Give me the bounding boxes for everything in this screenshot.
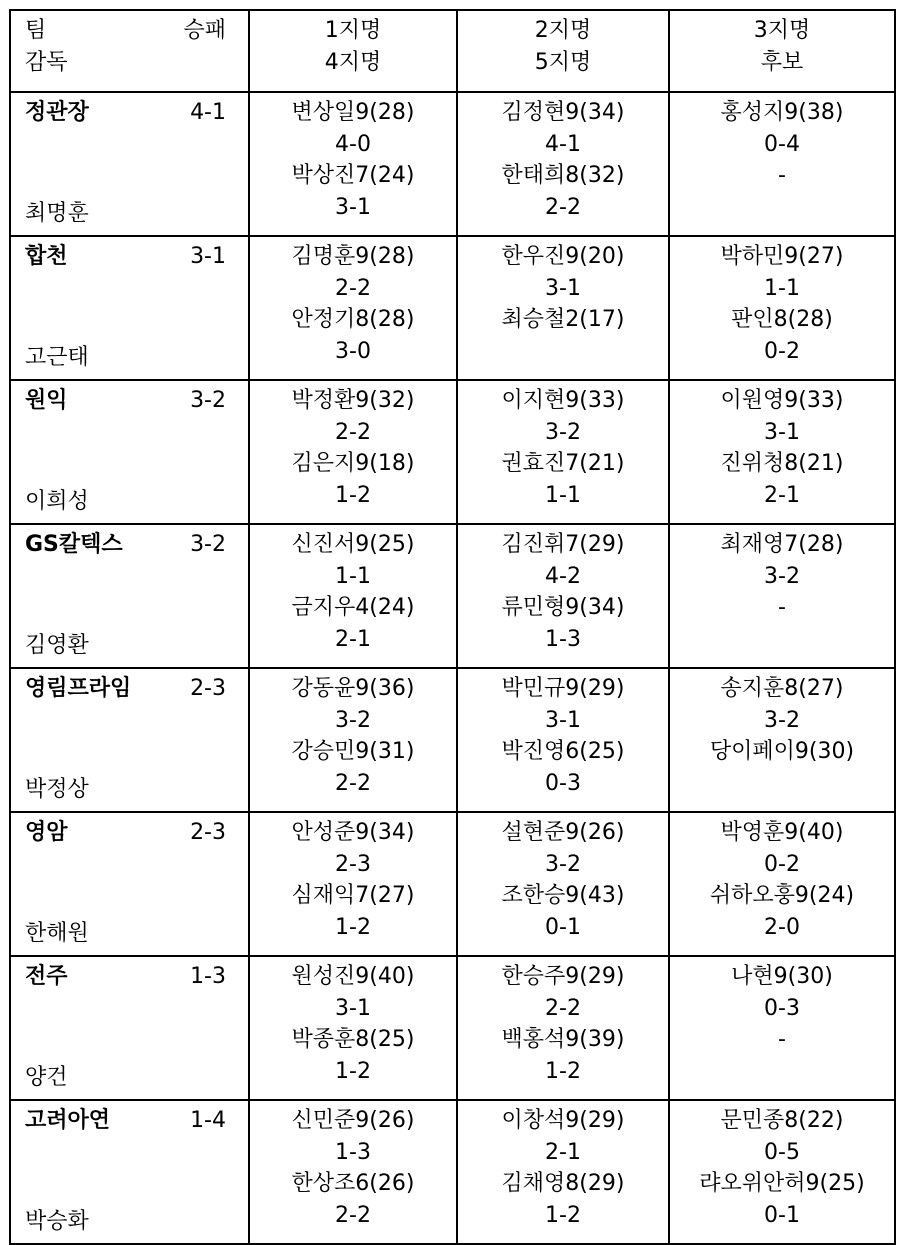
player-record: 2-1	[764, 482, 800, 508]
player-entry: 강승민9(31)	[291, 739, 415, 764]
player-entry: 백홍석9(39)	[501, 1027, 625, 1052]
player-record: 4-2	[545, 563, 581, 589]
player-entry: 박민규9(29)	[501, 676, 625, 701]
pick-cell-col3	[669, 236, 895, 380]
player-entry: 송지훈8(27)	[720, 676, 844, 701]
player-record: 2-1	[335, 626, 371, 652]
team-row	[10, 668, 895, 812]
player-record: 0-2	[764, 851, 800, 877]
pick-cell-col1	[249, 1100, 457, 1244]
player-record: 2-2	[545, 194, 581, 220]
player-entry: 신진서9(25)	[291, 532, 415, 557]
team-record: 3-2	[190, 388, 226, 413]
player-record: 3-1	[764, 419, 800, 445]
team-row	[10, 236, 895, 380]
player-record: 3-2	[764, 563, 800, 589]
team-name: 정관장	[25, 100, 89, 125]
draft-table	[9, 9, 896, 1245]
pick-cell-col3	[669, 92, 895, 236]
player-entry: 안성준9(34)	[291, 820, 415, 845]
pick-cell-col1	[249, 524, 457, 668]
pick-cell-col2	[457, 956, 669, 1100]
player-entry: 권효진7(21)	[501, 451, 625, 476]
player-entry: -	[778, 163, 786, 188]
player-entry: 박상진7(24)	[291, 163, 415, 188]
header-team-cell	[10, 10, 249, 92]
player-record	[458, 336, 668, 368]
player-record: 3-2	[545, 851, 581, 877]
player-record: 0-1	[545, 914, 581, 940]
player-entry: 신민준9(26)	[291, 1108, 415, 1133]
team-record: 3-1	[190, 244, 226, 269]
player-entry: 류민형9(34)	[501, 595, 625, 620]
player-entry: 원성진9(40)	[291, 964, 415, 989]
pick-cell-col3	[669, 524, 895, 668]
player-entry: 한상조6(26)	[291, 1171, 415, 1196]
player-record: 3-1	[545, 707, 581, 733]
manager-name: 고근태	[25, 344, 89, 370]
player-entry: 금지우4(24)	[291, 595, 415, 620]
player-entry: 김진휘7(29)	[501, 532, 625, 557]
player-record: 0-3	[545, 770, 581, 796]
player-record: 2-2	[335, 770, 371, 796]
player-record: 0-5	[764, 1139, 800, 1165]
pick-cell-col1	[249, 668, 457, 812]
player-record: 1-2	[545, 1202, 581, 1228]
header-col2: 2지명 5지명	[457, 10, 669, 92]
team-record: 1-4	[190, 1108, 226, 1133]
header-col3: 3지명 후보	[669, 10, 895, 92]
player-record: 2-2	[335, 1202, 371, 1228]
team-cell	[10, 812, 249, 956]
team-record: 2-3	[190, 820, 226, 845]
player-entry: 설현준9(26)	[501, 820, 625, 845]
pick-cell-col2	[457, 380, 669, 524]
manager-name: 김영환	[25, 632, 89, 658]
player-entry: 박영훈9(40)	[720, 820, 844, 845]
player-entry: 문민종8(22)	[720, 1108, 844, 1133]
player-record: 2-2	[545, 995, 581, 1021]
manager-name: 박정상	[25, 776, 89, 802]
team-name: GS칼텍스	[25, 532, 123, 557]
pick-cell-col3	[669, 380, 895, 524]
player-entry: 이창석9(29)	[501, 1108, 625, 1133]
team-cell	[10, 1100, 249, 1244]
player-record: 1-3	[335, 1139, 371, 1165]
header-manager-label: 감독	[25, 49, 68, 75]
player-entry: 박하민9(27)	[720, 244, 844, 269]
player-entry: 최승철2(17)	[501, 307, 625, 332]
player-entry: 나현9(30)	[731, 964, 833, 989]
player-record: 3-1	[545, 275, 581, 301]
manager-name: 한해원	[25, 920, 89, 946]
header-col1: 1지명 4지명	[249, 10, 457, 92]
player-entry: 쉬하오훙9(24)	[709, 883, 855, 908]
manager-name: 최명훈	[25, 200, 89, 226]
pick-cell-col3	[669, 668, 895, 812]
player-entry: 박종훈8(25)	[291, 1027, 415, 1052]
player-record: 3-2	[545, 419, 581, 445]
team-record: 1-3	[190, 964, 226, 989]
player-record: 0-2	[764, 338, 800, 364]
pick-cell-col2	[457, 524, 669, 668]
player-record	[670, 1056, 894, 1088]
team-cell	[10, 92, 249, 236]
pick-cell-col2	[457, 812, 669, 956]
team-name: 영림프라임	[25, 676, 132, 701]
player-record: 4-0	[335, 131, 371, 157]
pick-cell-col1	[249, 956, 457, 1100]
player-entry: 한태희8(32)	[501, 163, 625, 188]
player-record: 1-2	[335, 482, 371, 508]
pick-cell-col2	[457, 668, 669, 812]
pick-cell-col3	[669, 956, 895, 1100]
player-record: 3-2	[764, 707, 800, 733]
pick-cell-col2	[457, 236, 669, 380]
player-record: 1-2	[335, 914, 371, 940]
player-record: 1-1	[764, 275, 800, 301]
player-record: 0-4	[764, 131, 800, 157]
player-entry: 변상일9(28)	[291, 100, 415, 125]
player-record: 1-1	[335, 563, 371, 589]
player-entry: 조한승9(43)	[501, 883, 625, 908]
player-record	[670, 192, 894, 224]
team-row	[10, 524, 895, 668]
player-record: 2-2	[335, 275, 371, 301]
team-name: 고려아연	[25, 1108, 111, 1133]
player-entry: 심재익7(27)	[291, 883, 415, 908]
player-record: 1-2	[335, 1058, 371, 1084]
team-name: 원익	[25, 388, 68, 413]
player-entry: 최재영7(28)	[720, 532, 844, 557]
player-entry: 랴오위안허9(25)	[699, 1171, 865, 1196]
player-record: 2-1	[545, 1139, 581, 1165]
team-cell	[10, 380, 249, 524]
manager-name: 양건	[25, 1064, 68, 1090]
player-entry: 진위청8(21)	[720, 451, 844, 476]
pick-cell-col3	[669, 1100, 895, 1244]
player-entry: 판인8(28)	[731, 307, 833, 332]
player-record: 0-3	[764, 995, 800, 1021]
player-record: 3-1	[335, 995, 371, 1021]
player-entry: 김명훈9(28)	[291, 244, 415, 269]
pick-cell-col3	[669, 812, 895, 956]
team-row	[10, 812, 895, 956]
player-record: 4-1	[545, 131, 581, 157]
header-record-label: 승패	[183, 18, 226, 43]
pick-cell-col1	[249, 236, 457, 380]
team-record: 2-3	[190, 676, 226, 701]
player-record: 1-1	[545, 482, 581, 508]
pick-cell-col1	[249, 812, 457, 956]
pick-cell-col2	[457, 1100, 669, 1244]
player-record	[670, 768, 894, 800]
player-entry: -	[778, 1027, 786, 1052]
team-record: 4-1	[190, 100, 226, 125]
player-entry: 박정환9(32)	[291, 388, 415, 413]
player-record: 2-0	[764, 914, 800, 940]
header-row	[10, 10, 895, 92]
manager-name: 박승화	[25, 1208, 89, 1234]
team-row	[10, 1100, 895, 1244]
player-entry: 김채영8(29)	[501, 1171, 625, 1196]
player-record: 2-2	[335, 419, 371, 445]
player-entry: 박진영6(25)	[501, 739, 625, 764]
team-name: 전주	[25, 964, 68, 989]
player-record: 1-2	[545, 1058, 581, 1084]
player-entry: 강동윤9(36)	[291, 676, 415, 701]
player-entry: 이지현9(33)	[501, 388, 625, 413]
player-entry: -	[778, 595, 786, 620]
team-row	[10, 956, 895, 1100]
pick-cell-col1	[249, 380, 457, 524]
manager-name: 이희성	[25, 488, 89, 514]
player-entry: 김은지9(18)	[291, 451, 415, 476]
player-entry: 한우진9(20)	[501, 244, 625, 269]
team-cell	[10, 524, 249, 668]
team-row	[10, 92, 895, 236]
player-record: 3-2	[335, 707, 371, 733]
player-entry: 한승주9(29)	[501, 964, 625, 989]
pick-cell-col1	[249, 92, 457, 236]
team-cell	[10, 236, 249, 380]
pick-cell-col2	[457, 92, 669, 236]
player-entry: 홍성지9(38)	[720, 100, 844, 125]
player-record: 2-3	[335, 851, 371, 877]
team-cell	[10, 956, 249, 1100]
player-entry: 김정현9(34)	[501, 100, 625, 125]
player-record: 3-1	[335, 194, 371, 220]
team-row	[10, 380, 895, 524]
team-name: 영암	[25, 820, 68, 845]
player-entry: 이원영9(33)	[720, 388, 844, 413]
player-entry: 당이페이9(30)	[709, 739, 855, 764]
player-record	[670, 624, 894, 656]
player-entry: 안정기8(28)	[291, 307, 415, 332]
team-name: 합천	[25, 244, 68, 269]
player-record: 3-0	[335, 338, 371, 364]
team-cell	[10, 668, 249, 812]
player-record: 1-3	[545, 626, 581, 652]
team-record: 3-2	[190, 532, 226, 557]
player-record: 0-1	[764, 1202, 800, 1228]
header-team-label: 팀	[25, 18, 47, 43]
